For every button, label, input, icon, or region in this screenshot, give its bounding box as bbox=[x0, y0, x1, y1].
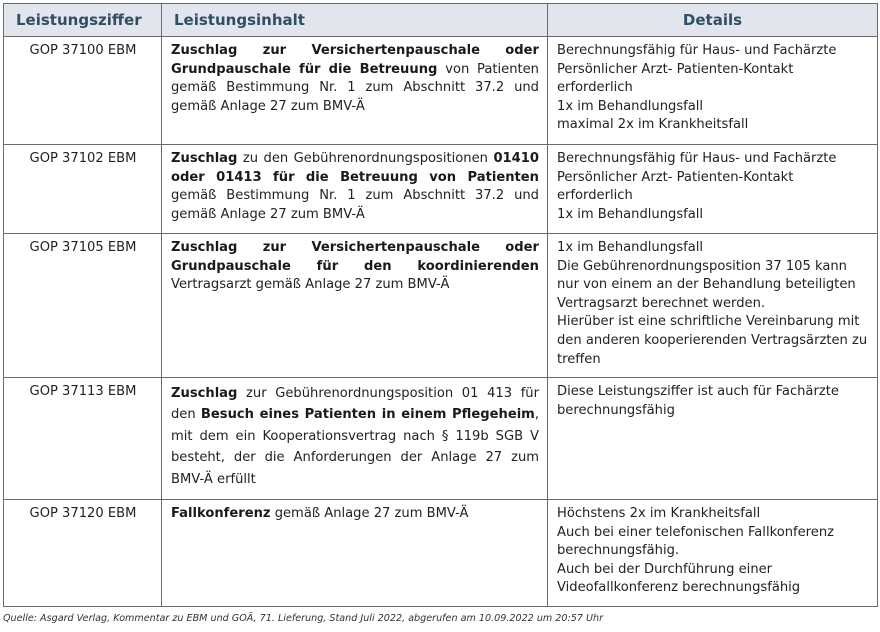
table-row bbox=[4, 234, 878, 378]
code-cell: GOP 37113 EBM bbox=[4, 378, 162, 500]
description-cell bbox=[162, 500, 548, 607]
table-row bbox=[4, 378, 878, 500]
detail-line: maximal 2x im Krankheitsfall bbox=[557, 117, 749, 133]
text-segment: , mit dem ein Kooperationsvertrag nach § 119b SGB V besteht, der die Anforderungen der Anlage 27 zum BMV-Ä erfüllt bbox=[171, 407, 539, 487]
details-cell bbox=[548, 234, 878, 378]
bold-text: Zuschlag zur Versichertenpauschale oder Grundpauschale für den koordinierenden bbox=[171, 240, 539, 274]
detail-line: 1x im Behandlungsfall bbox=[557, 206, 704, 222]
table-row bbox=[4, 145, 878, 234]
text-segment: gemäß Anlage 27 zum BMV-Ä bbox=[270, 506, 469, 521]
text-segment: zu den Gebührenordnungspositionen bbox=[237, 151, 494, 166]
detail-line: Höchstens 2x im Krankheitsfall bbox=[557, 506, 761, 521]
description-cell bbox=[162, 378, 548, 500]
detail-line: Berechnungsfähig für Haus- und Fachärzte bbox=[557, 43, 837, 58]
table-row bbox=[4, 37, 878, 145]
code-cell: GOP 37100 EBM bbox=[4, 37, 162, 145]
header-leistungsinhalt: Leistungsinhalt bbox=[162, 4, 548, 37]
code-cell: GOP 37105 EBM bbox=[4, 234, 162, 378]
detail-line: Auch bei einer telefonischen Fallkonferenz berechnungsfähig. bbox=[557, 524, 834, 559]
bold-text: Zuschlag bbox=[171, 386, 238, 401]
detail-line: 1x im Behandlungsfall bbox=[557, 240, 704, 255]
source-note: Quelle: Asgard Verlag, Kommentar zu EBM und GOÄ, 71. Lieferung, Stand Juli 2022, abgerufen am 10.09.2022 um 20:57 Uhr bbox=[3, 613, 604, 624]
text-segment: gemäß Bestimmung Nr. 1 zum Abschnitt 37.2 und gemäß Anlage 27 zum BMV-Ä bbox=[171, 188, 539, 222]
bold-text: Fallkonferenz bbox=[171, 506, 271, 521]
detail-line: Auch bei der Durchführung einer Videofallkonferenz berechnungsfähig bbox=[557, 561, 801, 596]
detail-line: 1x im Behandlungsfall bbox=[557, 98, 704, 114]
description-cell bbox=[162, 145, 548, 234]
description-cell bbox=[162, 234, 548, 378]
detail-line: Hierüber ist eine schriftliche Vereinbarung mit den anderen kooperierenden Vertragsärzten zu treffen bbox=[557, 314, 868, 367]
detail-line: Persönlicher Arzt- Patienten-Kontakt erforderlich bbox=[557, 61, 794, 96]
table-header-row bbox=[4, 4, 878, 37]
detail-line: Die Gebührenordnungsposition 37 105 kann nur von einem an der Behandlung beteiligten Vertragsarzt berechnet werden. bbox=[557, 258, 856, 311]
details-cell bbox=[548, 500, 878, 607]
description-cell bbox=[162, 37, 548, 145]
details-cell bbox=[548, 378, 878, 500]
header-leistungsziffer: Leistungsziffer bbox=[4, 4, 162, 37]
text-segment: von Patienten gemäß Bestimmung Nr. 1 zum Abschnitt 37.2 und gemäß Anlage 27 zum BMV-Ä bbox=[171, 61, 539, 114]
header-details: Details bbox=[548, 4, 878, 37]
bold-text: Zuschlag zur Versichertenpauschale oder Grundpauschale für die Betreuung bbox=[171, 43, 539, 77]
detail-line: Persönlicher Arzt- Patienten-Kontakt erforderlich bbox=[557, 169, 794, 204]
text-segment: Vertragsarzt gemäß Anlage 27 zum BMV-Ä bbox=[171, 277, 450, 293]
detail-line: Berechnungsfähig für Haus- und Fachärzte bbox=[557, 151, 837, 166]
detail-line: Diese Leistungsziffer ist auch für Fachärzte berechnungsfähig bbox=[557, 384, 839, 418]
text-segment: zur Gebührenordnungsposition 01 413 für den bbox=[171, 386, 539, 423]
bold-text: Zuschlag bbox=[171, 151, 238, 166]
fee-table bbox=[3, 3, 878, 607]
details-cell bbox=[548, 145, 878, 234]
code-cell: GOP 37102 EBM bbox=[4, 145, 162, 234]
bold-text: 01410 oder 01413 für die Betreuung von Patienten bbox=[171, 151, 539, 185]
details-cell bbox=[548, 37, 878, 145]
code-cell: GOP 37120 EBM bbox=[4, 500, 162, 607]
bold-text: Besuch eines Patienten in einem Pflegeheim bbox=[200, 407, 535, 423]
table-row bbox=[4, 500, 878, 607]
